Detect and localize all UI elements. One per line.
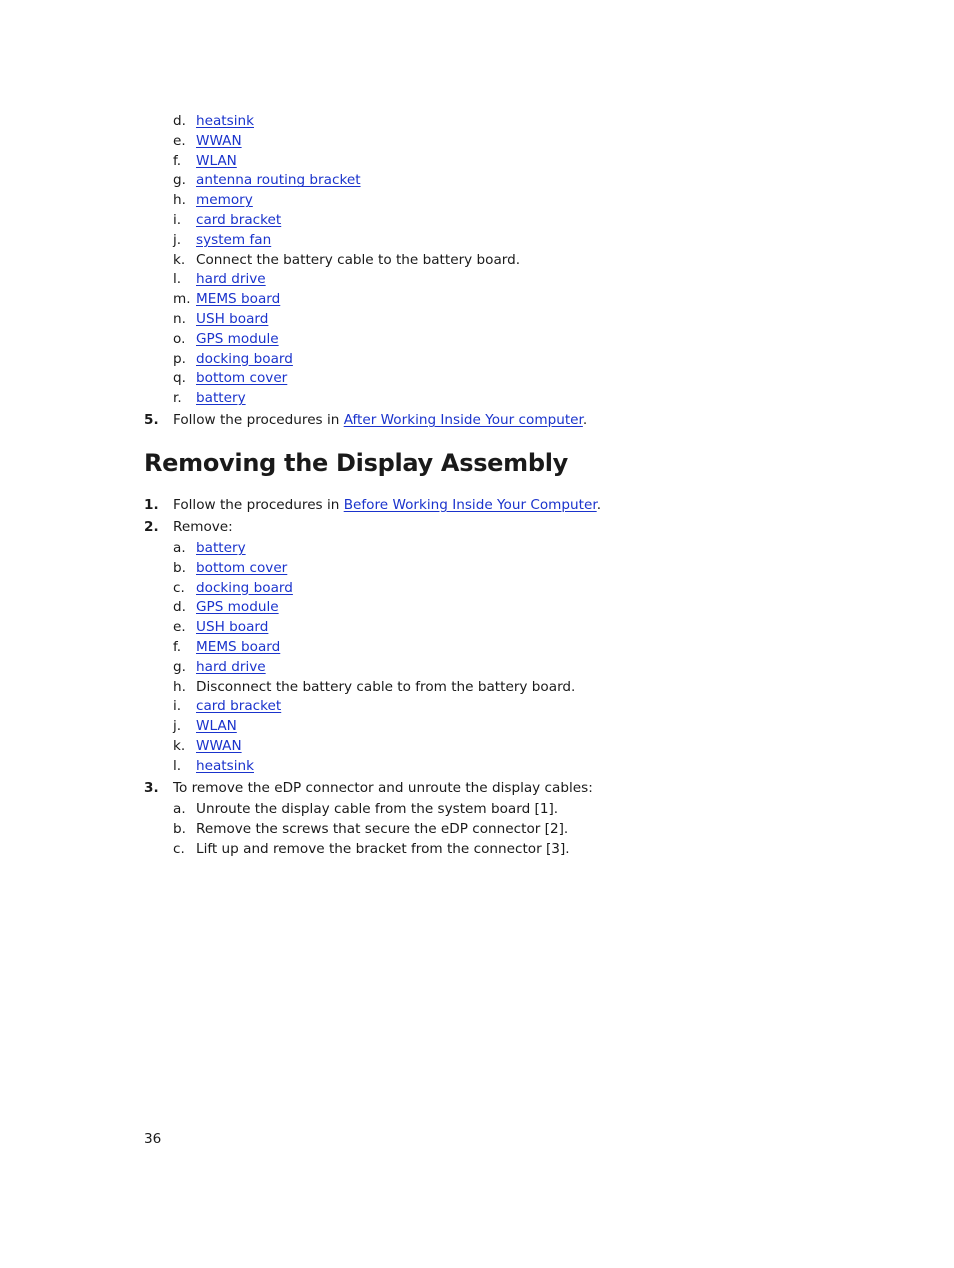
step-3 xyxy=(144,778,593,798)
list-item xyxy=(173,678,575,698)
list-item xyxy=(173,112,520,132)
step-number: 1. xyxy=(144,497,159,513)
list-marker: h. xyxy=(173,678,186,695)
list-marker: q. xyxy=(173,370,186,387)
list-item xyxy=(173,717,575,737)
list-item-link[interactable]: WLAN xyxy=(196,152,237,169)
list-marker: i. xyxy=(173,698,182,715)
list-marker: g. xyxy=(173,172,186,189)
list-marker: p. xyxy=(173,350,186,367)
list-marker: c. xyxy=(173,840,185,857)
list-marker: h. xyxy=(173,192,186,209)
list-item xyxy=(173,211,520,231)
list-item-text: Remove the screws that secure the eDP connector [2]. xyxy=(196,820,569,837)
list-marker: k. xyxy=(173,737,186,754)
list-item-text: Connect the battery cable to the battery board. xyxy=(196,251,521,268)
list-item-link[interactable]: docking board xyxy=(196,350,293,367)
list-item-text: Unroute the display cable from the system board [1]. xyxy=(196,801,559,817)
step-text: Remove: xyxy=(173,519,233,535)
page-number: 36 xyxy=(144,1131,162,1147)
list-item xyxy=(173,737,575,757)
step-suffix: . xyxy=(596,497,602,513)
step-text: Follow the procedures in xyxy=(173,412,344,428)
list-item xyxy=(173,171,520,191)
list-marker: l. xyxy=(173,757,182,774)
list-item-link[interactable]: USH board xyxy=(196,619,269,636)
step-number: 2. xyxy=(144,519,159,535)
list-marker: a. xyxy=(173,801,186,817)
list-marker: k. xyxy=(173,251,186,268)
edp-sublist xyxy=(173,800,570,859)
step-text: To remove the eDP connector and unroute the display cables: xyxy=(173,780,593,796)
list-item-link[interactable]: MEMS board xyxy=(196,291,281,308)
list-item-text: Lift up and remove the bracket from the connector [3]. xyxy=(196,840,570,857)
step-2 xyxy=(144,517,233,537)
reinstall-sublist xyxy=(173,112,520,409)
list-item xyxy=(173,389,520,409)
list-item-link[interactable]: MEMS board xyxy=(196,638,281,655)
list-item-link[interactable]: heatsink xyxy=(196,757,254,774)
section-heading: Removing the Display Assembly xyxy=(144,449,569,477)
list-item xyxy=(173,638,575,658)
list-item-link[interactable]: memory xyxy=(196,192,253,209)
list-item-link[interactable]: battery xyxy=(196,540,246,556)
list-item xyxy=(173,191,520,211)
list-item xyxy=(173,757,575,777)
list-item xyxy=(173,618,575,638)
list-marker: f. xyxy=(173,152,182,169)
list-marker: n. xyxy=(173,310,186,327)
list-item xyxy=(173,598,575,618)
list-marker: b. xyxy=(173,559,186,576)
step-number: 3. xyxy=(144,780,159,796)
list-item-link[interactable]: hard drive xyxy=(196,658,266,675)
list-marker: f. xyxy=(173,638,182,655)
list-item-link[interactable]: docking board xyxy=(196,579,293,596)
list-item xyxy=(173,310,520,330)
list-item xyxy=(173,330,520,350)
list-item-link[interactable]: card bracket xyxy=(196,211,282,228)
list-item xyxy=(173,579,575,599)
list-item-link[interactable]: antenna routing bracket xyxy=(196,172,361,189)
list-marker: r. xyxy=(173,390,182,407)
list-marker: l. xyxy=(173,271,182,288)
step-1 xyxy=(144,495,601,515)
list-item xyxy=(173,369,520,389)
list-marker: e. xyxy=(173,132,186,149)
list-item xyxy=(173,270,520,290)
list-item-link[interactable]: WLAN xyxy=(196,718,237,735)
list-item xyxy=(173,350,520,370)
after-working-link[interactable]: After Working Inside Your computer xyxy=(343,412,583,428)
list-item-link[interactable]: bottom cover xyxy=(196,559,288,576)
list-item-link[interactable]: GPS module xyxy=(196,330,279,347)
step-text: Follow the procedures in xyxy=(173,497,344,513)
list-item xyxy=(173,290,520,310)
list-item xyxy=(173,132,520,152)
list-marker: j. xyxy=(173,231,182,248)
list-item xyxy=(173,658,575,678)
list-item xyxy=(173,539,575,559)
list-item-link[interactable]: WWAN xyxy=(196,737,242,754)
list-item-link[interactable]: system fan xyxy=(196,231,272,248)
list-marker: o. xyxy=(173,330,186,347)
remove-sublist xyxy=(173,539,575,777)
list-item-link[interactable]: USH board xyxy=(196,310,269,327)
list-marker: m. xyxy=(173,291,191,308)
list-item-link[interactable]: card bracket xyxy=(196,698,282,715)
before-working-link[interactable]: Before Working Inside Your Computer xyxy=(343,497,597,513)
list-marker: e. xyxy=(173,619,186,636)
step-number: 5. xyxy=(144,412,159,428)
list-marker: j. xyxy=(173,718,182,735)
list-item xyxy=(173,800,570,820)
list-item xyxy=(173,231,520,251)
list-marker: d. xyxy=(173,113,186,129)
list-item-link[interactable]: battery xyxy=(196,390,246,407)
step-suffix: . xyxy=(582,412,588,428)
list-marker: i. xyxy=(173,211,182,228)
list-marker: g. xyxy=(173,658,186,675)
list-item-link[interactable]: hard drive xyxy=(196,271,266,288)
list-item-link[interactable]: bottom cover xyxy=(196,370,288,387)
list-item xyxy=(173,820,570,840)
list-item xyxy=(173,152,520,172)
step-5 xyxy=(144,410,587,430)
list-item xyxy=(173,697,575,717)
list-marker: d. xyxy=(173,599,186,616)
list-item-link[interactable]: heatsink xyxy=(196,113,254,129)
list-item-text: Disconnect the battery cable to from the battery board. xyxy=(196,678,576,695)
list-item-link[interactable]: GPS module xyxy=(196,599,279,616)
list-marker: b. xyxy=(173,820,186,837)
list-item-link[interactable]: WWAN xyxy=(196,132,242,149)
list-item xyxy=(173,251,520,271)
list-item xyxy=(173,559,575,579)
list-item xyxy=(173,840,570,860)
list-marker: a. xyxy=(173,540,186,556)
list-marker: c. xyxy=(173,579,185,596)
